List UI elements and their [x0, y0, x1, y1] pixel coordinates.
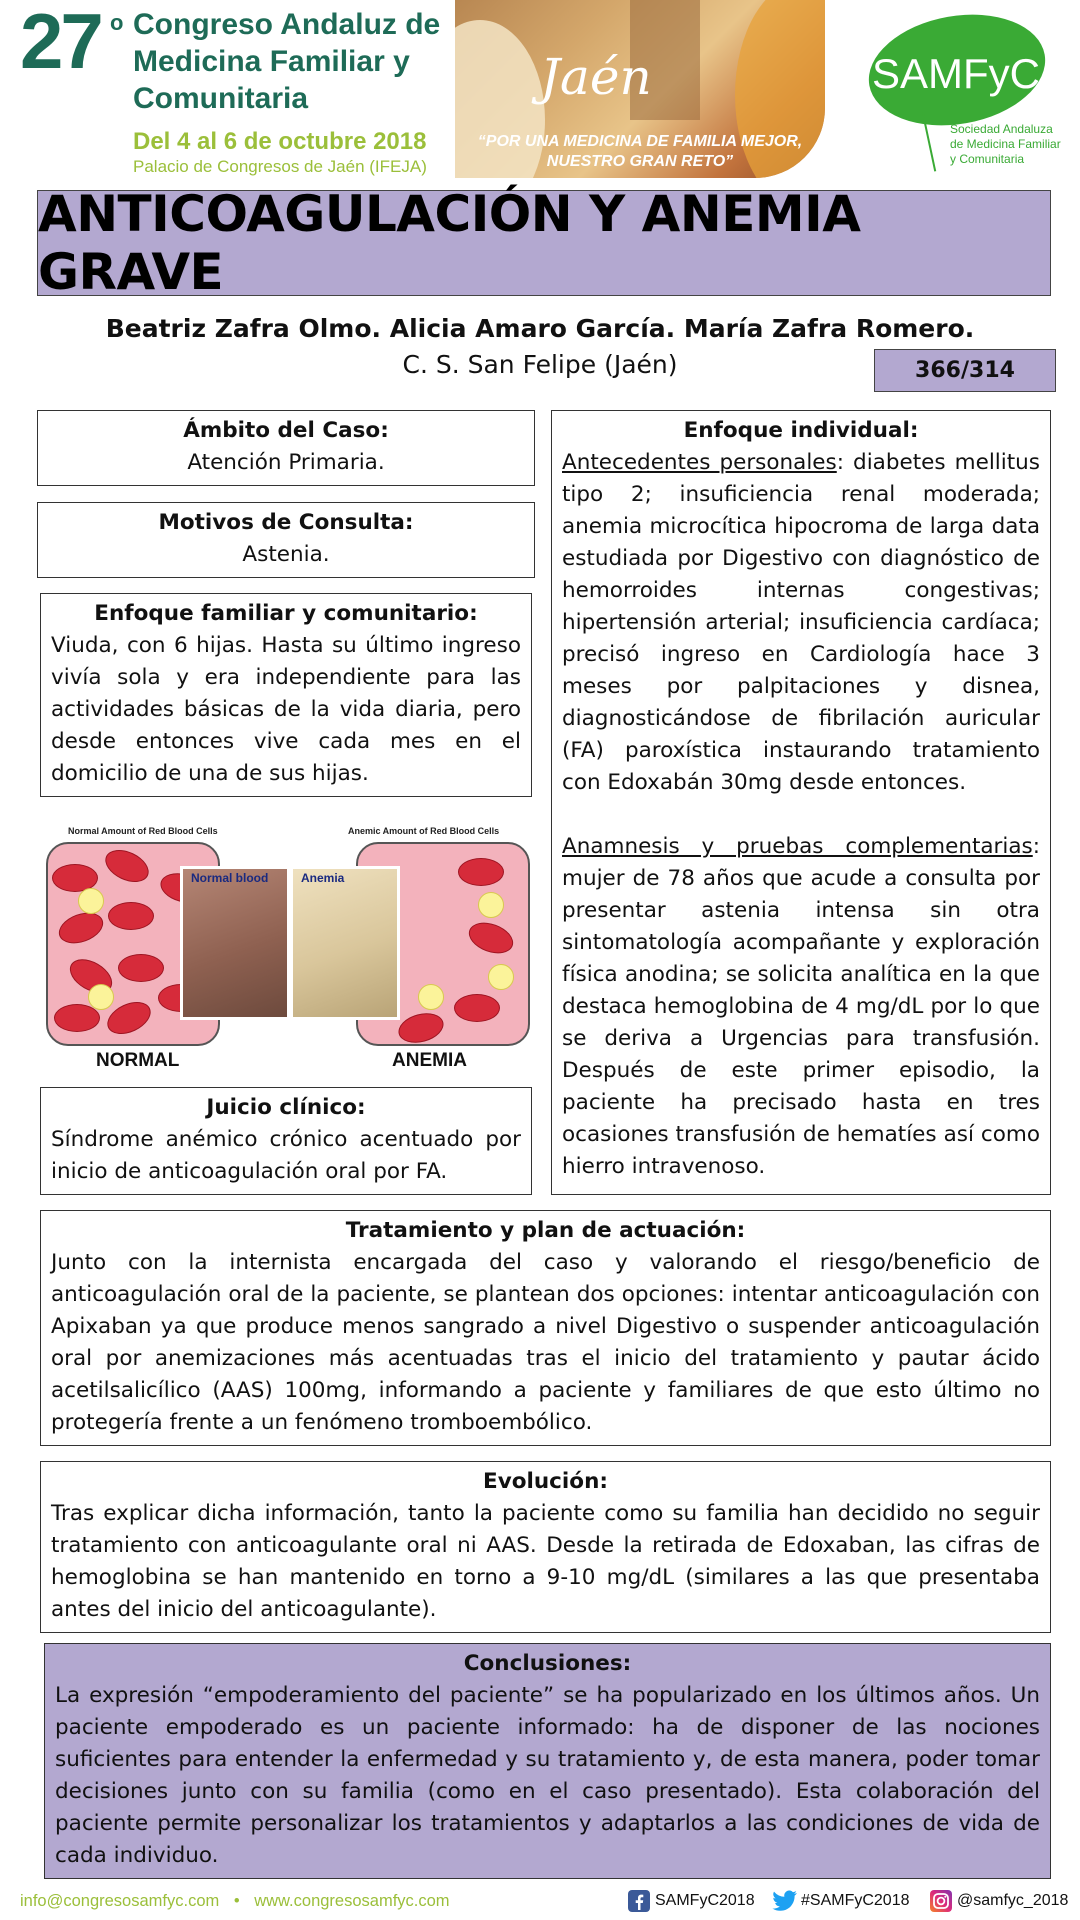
evolucion-heading: Evolución: [483, 1469, 608, 1494]
familiar-box [40, 593, 532, 797]
edition-suffix: o [110, 10, 124, 35]
figure-label-anemic-top: Anemic Amount of Red Blood Cells [348, 826, 500, 836]
poster-code: 366/314 [874, 349, 1056, 392]
photo-label-normal: Normal blood [191, 871, 269, 885]
facebook-handle[interactable]: SAMFyC2018 [655, 1892, 755, 1909]
instagram-handle[interactable]: @samfyc_2018 [957, 1892, 1069, 1909]
familiar-heading: Enfoque familiar y comunitario: [94, 601, 478, 626]
tratamiento-text: Junto con la internista encargada del caso y valorando el riesgo/beneficio de anticoagulación oral de la paciente, se plantean dos opciones: intentar anticoagulación con Apixaban ya que produce menos sangrado a nivel Digestivo o suspender anticoagulación oral por anemizaciones más acentuadas tras el inicio del tratamiento y pautar ácido acetilsalicílico (AAS) 100mg, informando a paciente y familiares de que esto último no protegería frente a un fenómeno tromboembólico. [51, 1250, 1040, 1435]
anemic-hand-photo [290, 866, 400, 1020]
instagram-icon[interactable] [930, 1890, 952, 1912]
photo-label-anemia: Anemia [301, 871, 345, 885]
evolucion-text: Tras explicar dicha información, tanto la paciente como su familia han decidido no seguir tratamiento con anticoagulante oral ni AAS. Desde la retirada de Edoxaban, las cifras de hemoglobina se han mantenido en torno a 9-10 mg/dL (similares a las que presentaba antes del inicio del anticoagulante). [51, 1501, 1040, 1622]
individual-box [551, 410, 1051, 1195]
logo-sub-2: de Medicina Familiar [950, 137, 1061, 151]
tratamiento-heading: Tratamiento y plan de actuación: [345, 1218, 746, 1243]
slogan-line-2: NUESTRO GRAN RETO” [546, 153, 734, 170]
conclusiones-box [44, 1643, 1051, 1879]
ambito-heading: Ámbito del Caso: [183, 418, 389, 443]
footer-separator: • [233, 1892, 240, 1910]
edition-number: 27 [20, 0, 101, 85]
footer-contact [20, 1892, 450, 1911]
congress-venue: Palacio de Congresos de Jaén (IFEJA) [133, 157, 427, 176]
familiar-text: Viuda, con 6 hijas. Hasta su último ingreso vivía sola y era independiente para las actividades básicas de la vida diaria, pero desde entonces vive cada mes en el domicilio de una de sus hijas. [51, 633, 521, 786]
anamnesis-text: : mujer de 78 años que acude a consulta por presentar astenia intensa sin otra sintomatología acompañante y exploración física anodina; se solicita analítica en la que destaca hemoglobina de 4 mg/dL por lo que se deriva a Urgencias para transfusión. Después de este primer episodio, la paciente ha precisado hasta en tres ocasiones transfusión de hematíes así como hierro intravenoso. [562, 834, 1040, 1179]
congress-line-3: Comunitaria [133, 82, 309, 115]
figure-label-anemia: ANEMIA [392, 1050, 467, 1071]
authors: Beatriz Zafra Olmo. Alicia Amaro García. María Zafra Romero. [105, 314, 975, 343]
twitter-icon[interactable] [772, 1890, 798, 1912]
congress-line-2: Medicina Familiar y [133, 45, 410, 78]
normal-hand-photo [180, 866, 290, 1020]
logo-sub-3: y Comunitaria [950, 152, 1025, 166]
figure-label-normal-top: Normal Amount of Red Blood Cells [68, 826, 218, 836]
antecedentes-paragraph [562, 447, 1040, 799]
congress-line-1: Congreso Andaluz de [133, 8, 441, 41]
poster-title: ANTICOAGULACIÓN Y ANEMIA GRAVE [38, 185, 861, 301]
congress-slogan [470, 132, 810, 172]
ambito-text: Atención Primaria. [187, 450, 385, 475]
ambito-box [37, 410, 535, 486]
slogan-line-1: “POR UNA MEDICINA DE FAMILIA MEJOR, [477, 133, 803, 150]
facebook-icon[interactable] [628, 1890, 650, 1912]
logo-sub-1: Sociedad Andaluza [950, 122, 1053, 136]
health-center: C. S. San Felipe (Jaén) [402, 350, 678, 379]
juicio-heading: Juicio clínico: [206, 1095, 366, 1120]
anamnesis-label: Anamnesis y pruebas complementarias [562, 834, 1033, 859]
samfyc-logo-text: SAMFyC [872, 50, 1040, 97]
motivos-heading: Motivos de Consulta: [158, 510, 414, 535]
footer-web[interactable]: www.congresosamfyc.com [254, 1892, 450, 1910]
anemia-figure [40, 810, 533, 1075]
juicio-box [40, 1087, 532, 1195]
motivos-text: Astenia. [242, 542, 330, 567]
juicio-text: Síndrome anémico crónico acentuado por inicio de anticoagulación oral por FA. [51, 1127, 521, 1184]
individual-heading: Enfoque individual: [683, 418, 919, 443]
congress-dates: Del 4 al 6 de octubre 2018 [133, 128, 427, 155]
antecedentes-text: : diabetes mellitus tipo 2; insuficiencia renal moderada; anemia microcítica hipocroma de larga data estudiada por Digestivo con diagnóstico de hemorroides internas congestivas; hipertensión arterial; insuficiencia cardíaca; precisó ingreso en Cardiología hace 3 meses por palpitaciones y disnea, diagnosticándose de fibrilación auricular (FA) paroxística instaurando tratamiento con Edoxabán 30mg desde entonces. [562, 450, 1040, 795]
evolucion-box [40, 1461, 1051, 1633]
conclusiones-text: La expresión “empoderamiento del paciente” se ha popularizado en los últimos años. Un paciente empoderado es un paciente informado: ha de disponer de las nociones suficientes para entender la enfermedad y su tratamiento y, de esta manera, poder tomar decisiones junto con su familia (como en el caso presentado). Esta colaboración del paciente permite personalizar los tratamientos y adaptarlos a las condiciones de vida de cada individuo. [55, 1683, 1040, 1868]
conclusiones-heading: Conclusiones: [463, 1651, 632, 1676]
motivos-box [37, 502, 535, 578]
antecedentes-label: Antecedentes personales [562, 450, 837, 475]
samfyc-logo-subtitle [950, 122, 1061, 167]
figure-label-normal: NORMAL [96, 1050, 180, 1071]
twitter-handle[interactable]: #SAMFyC2018 [801, 1892, 910, 1909]
congress-name [133, 6, 440, 117]
tratamiento-box [40, 1210, 1051, 1446]
city-name: Jaén [540, 48, 652, 106]
poster-title-box [37, 185, 1051, 301]
anamnesis-paragraph [562, 831, 1040, 1183]
footer-email[interactable]: info@congresosamfyc.com [20, 1892, 220, 1910]
